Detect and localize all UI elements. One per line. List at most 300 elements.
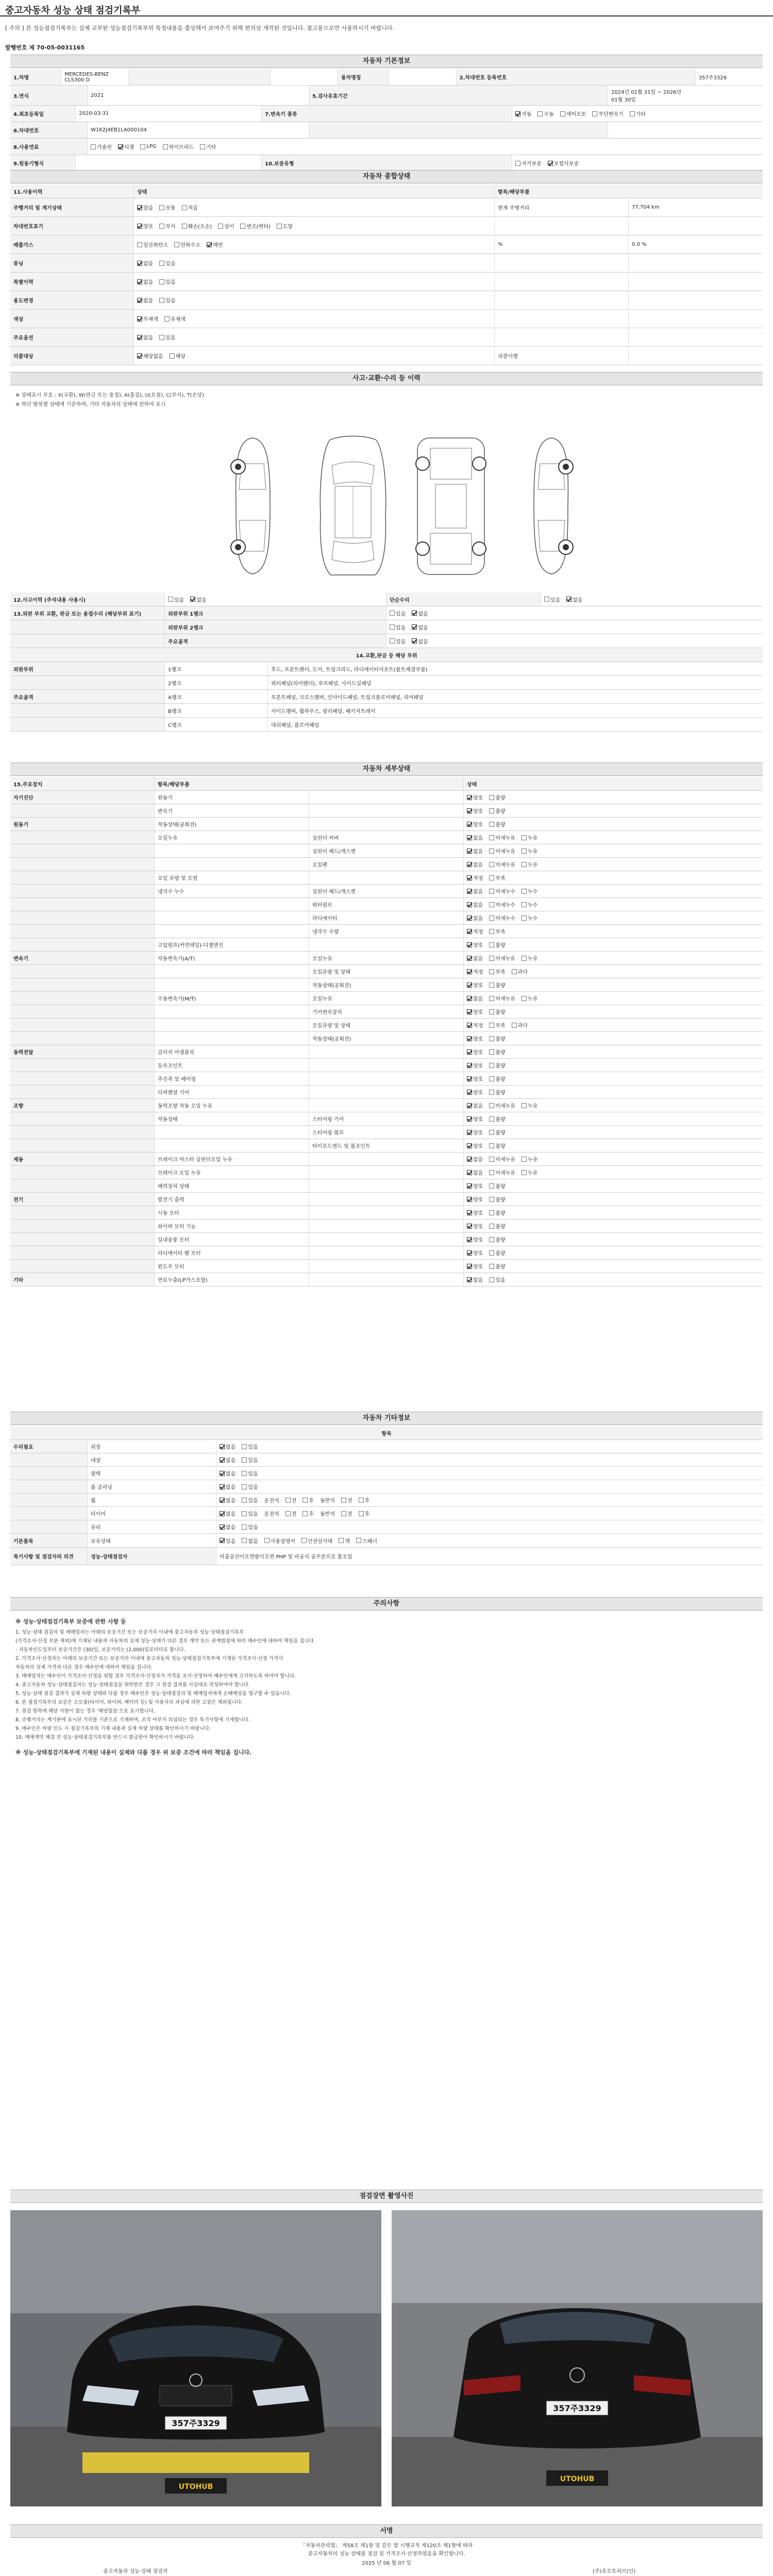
checkbox[interactable] bbox=[137, 205, 142, 210]
parts-rank: B랭크 bbox=[165, 704, 268, 717]
other-item-options bbox=[216, 1440, 763, 1453]
checkbox[interactable] bbox=[467, 956, 472, 961]
outer-rank-options bbox=[386, 634, 763, 648]
general-option-label: 유채색 bbox=[170, 317, 186, 323]
parts-group bbox=[10, 704, 165, 717]
checkbox[interactable] bbox=[489, 982, 494, 988]
checkbox[interactable] bbox=[242, 1498, 247, 1503]
parts-list: 대쉬패널, 플로어패널 bbox=[271, 722, 320, 728]
checkbox[interactable] bbox=[489, 929, 494, 934]
detail-row bbox=[10, 1099, 763, 1112]
checkbox[interactable] bbox=[467, 1009, 472, 1014]
checkbox[interactable] bbox=[467, 916, 472, 921]
checkbox[interactable] bbox=[467, 1130, 472, 1135]
detail-subitem-label bbox=[309, 1153, 464, 1165]
checkbox[interactable] bbox=[489, 1250, 494, 1256]
checkbox[interactable] bbox=[220, 1444, 225, 1449]
general-option bbox=[159, 259, 175, 267]
checkbox[interactable] bbox=[220, 1498, 225, 1503]
sign-line-1: 「자동차관리법」 제58조 제1항 및 같은 법 시행규칙 제120조 제1항에 따라 bbox=[300, 2543, 473, 2549]
other-option-label: 있음 bbox=[248, 1485, 258, 1490]
detail-item-options bbox=[464, 1112, 763, 1125]
general-row bbox=[10, 254, 763, 273]
detail-option-label: 미세누유 bbox=[495, 1104, 515, 1109]
checkbox[interactable] bbox=[467, 835, 472, 840]
detail-subitem-label: 오일누유 bbox=[309, 952, 464, 964]
detail-option-label: 없음 bbox=[473, 836, 483, 841]
general-option bbox=[159, 278, 175, 285]
detail-option-label: 불량 bbox=[495, 1264, 506, 1270]
detail-option-label: 부족 bbox=[495, 876, 506, 882]
checkbox[interactable] bbox=[489, 1224, 494, 1229]
detail-subitem-label: 오일팬 bbox=[309, 858, 464, 871]
general-row-label: 배출가스 bbox=[10, 235, 134, 253]
checkbox[interactable] bbox=[242, 1444, 247, 1449]
checkbox[interactable] bbox=[170, 353, 175, 359]
checkbox[interactable] bbox=[489, 808, 494, 814]
checkbox[interactable] bbox=[159, 224, 164, 229]
general-extra-value bbox=[629, 347, 763, 365]
checkbox[interactable] bbox=[277, 224, 282, 229]
checkbox[interactable] bbox=[489, 996, 494, 1001]
checkbox[interactable] bbox=[489, 942, 494, 947]
checkbox[interactable] bbox=[356, 1538, 361, 1543]
other-option-label: 없음 bbox=[226, 1458, 236, 1464]
simple-repair-option bbox=[544, 596, 560, 603]
checkbox[interactable] bbox=[285, 1498, 291, 1503]
detail-option-label: 누수 bbox=[527, 903, 538, 908]
checkbox[interactable] bbox=[137, 224, 142, 229]
checkbox[interactable] bbox=[137, 316, 142, 321]
checkbox[interactable] bbox=[220, 1538, 225, 1543]
checkbox[interactable] bbox=[467, 1076, 472, 1081]
checkbox[interactable] bbox=[190, 597, 195, 602]
detail-subitem-label bbox=[309, 1059, 464, 1072]
general-option bbox=[159, 222, 175, 230]
front-plate-text: 357주3329 bbox=[172, 2418, 220, 2428]
other-row bbox=[10, 1440, 763, 1453]
detail-option bbox=[489, 914, 515, 922]
general-extra-label bbox=[495, 273, 629, 291]
general-option bbox=[137, 278, 153, 285]
detail-row bbox=[10, 898, 763, 911]
detail-subitem-label bbox=[309, 791, 464, 804]
checkbox[interactable] bbox=[390, 624, 395, 630]
detail-group-label bbox=[10, 1086, 155, 1098]
basic-value bbox=[389, 69, 457, 85]
detail-option bbox=[467, 1249, 483, 1257]
checkbox[interactable] bbox=[390, 611, 395, 616]
checkbox[interactable] bbox=[489, 956, 494, 961]
detail-subitem-label bbox=[309, 1179, 464, 1192]
checkbox[interactable] bbox=[467, 849, 472, 854]
checkbox[interactable] bbox=[467, 929, 472, 934]
checkbox[interactable] bbox=[489, 889, 494, 894]
general-option bbox=[159, 333, 175, 341]
detail-option-label: 누유 bbox=[527, 1171, 538, 1176]
checkbox[interactable] bbox=[489, 795, 494, 800]
checkbox[interactable] bbox=[467, 808, 472, 814]
detail-item-label: 발전기 출력 bbox=[155, 1193, 309, 1206]
detail-option bbox=[489, 1128, 505, 1136]
checkbox[interactable] bbox=[489, 1049, 494, 1055]
detail-subitem-label bbox=[309, 1246, 464, 1259]
checkbox[interactable] bbox=[137, 298, 142, 303]
checkbox[interactable] bbox=[220, 1484, 225, 1489]
detail-item-options bbox=[464, 1153, 763, 1165]
checkbox[interactable] bbox=[467, 1264, 472, 1269]
detail-row bbox=[10, 1166, 763, 1179]
detail-item-label bbox=[155, 898, 309, 911]
checkbox[interactable] bbox=[163, 144, 168, 149]
checkbox[interactable] bbox=[159, 335, 164, 340]
side-option-label: 전 bbox=[347, 1498, 352, 1504]
detail-option bbox=[489, 1048, 505, 1056]
transmission-option bbox=[560, 110, 586, 117]
fuel-option bbox=[118, 143, 134, 150]
checkbox[interactable] bbox=[489, 1170, 494, 1175]
checkbox[interactable] bbox=[489, 1143, 494, 1148]
detail-subitem-label: 오일유량 및 상태 bbox=[309, 965, 464, 978]
checkbox[interactable] bbox=[467, 1157, 472, 1162]
checkbox[interactable] bbox=[137, 242, 142, 247]
checkbox[interactable] bbox=[522, 902, 527, 907]
checkbox[interactable] bbox=[522, 835, 527, 840]
checkbox[interactable] bbox=[467, 1143, 472, 1148]
detail-group-label bbox=[10, 871, 155, 884]
checkbox[interactable] bbox=[220, 1511, 225, 1516]
detail-subitem-label: 기어변속장치 bbox=[309, 1005, 464, 1018]
checkbox[interactable] bbox=[467, 1197, 472, 1202]
inspection-photo-rear bbox=[392, 2210, 763, 2506]
checkbox[interactable] bbox=[489, 1063, 494, 1068]
checkbox[interactable] bbox=[467, 1224, 472, 1229]
checkbox[interactable] bbox=[467, 795, 472, 800]
checkbox[interactable] bbox=[515, 111, 520, 116]
checkbox[interactable] bbox=[489, 1264, 494, 1269]
checkbox[interactable] bbox=[489, 916, 494, 921]
checkbox[interactable] bbox=[522, 996, 527, 1001]
detail-option-label: 누유 bbox=[527, 1157, 538, 1163]
checkbox[interactable] bbox=[630, 111, 635, 116]
checkbox[interactable] bbox=[467, 1036, 472, 1041]
basic-value: W1K2J4EB1LA000104 bbox=[88, 122, 309, 138]
checkbox[interactable] bbox=[489, 1076, 494, 1081]
checkbox[interactable] bbox=[242, 1484, 247, 1489]
detail-item-options bbox=[464, 1086, 763, 1098]
detail-option bbox=[489, 1222, 505, 1230]
checkbox[interactable] bbox=[489, 1009, 494, 1014]
checkbox[interactable] bbox=[489, 969, 494, 974]
general-option-label: 보통 bbox=[165, 206, 176, 211]
checkbox[interactable] bbox=[339, 1538, 344, 1543]
transmission-option bbox=[592, 110, 623, 117]
detail-option-label: 미세누수 bbox=[495, 916, 515, 922]
detail-option-label: 불량 bbox=[495, 1077, 506, 1082]
checkbox[interactable] bbox=[242, 1524, 247, 1530]
checkbox[interactable] bbox=[592, 111, 597, 116]
checkbox[interactable] bbox=[489, 1277, 494, 1282]
detail-option bbox=[489, 820, 505, 828]
detail-option-label: 불량 bbox=[495, 1184, 506, 1190]
checkbox[interactable] bbox=[242, 1511, 247, 1516]
detail-item-label bbox=[155, 1032, 309, 1045]
checkbox[interactable] bbox=[467, 1090, 472, 1095]
detail-option bbox=[489, 968, 505, 975]
fuel-option bbox=[91, 143, 112, 150]
notes-line: 6. 본 점검기록부의 보증은 소모품(타이어, 와이퍼, 배터리 등) 및 사용자의 과실에 의한 고장은 제외됩니다. bbox=[15, 1700, 243, 1705]
detail-item-options bbox=[464, 1045, 763, 1058]
checkbox[interactable] bbox=[137, 261, 142, 266]
checkbox[interactable] bbox=[489, 1157, 494, 1162]
basic-label: 2.차대번호 등록번호 bbox=[457, 69, 696, 85]
detail-subitem-label: 작동상태(공회전) bbox=[309, 1032, 464, 1045]
checkbox[interactable] bbox=[137, 335, 142, 340]
checkbox[interactable] bbox=[467, 982, 472, 988]
detail-group-label bbox=[10, 1139, 155, 1152]
general-option-label: 해당없음 bbox=[143, 354, 163, 360]
checkbox[interactable] bbox=[537, 111, 543, 116]
side-option-label: 후 bbox=[364, 1512, 370, 1517]
checkbox[interactable] bbox=[220, 1458, 225, 1463]
parts-group: 주요골격 bbox=[10, 690, 165, 703]
checkbox[interactable] bbox=[489, 1036, 494, 1041]
general-option-label: 탄화수소 bbox=[180, 243, 200, 248]
checkbox[interactable] bbox=[159, 205, 164, 210]
detail-group-label bbox=[10, 1246, 155, 1259]
outer-rank-option bbox=[390, 637, 406, 645]
notes-line: (가격조사·산정 부분 제외)에 기재된 내용과 자동차의 실제 성능·상태가 다른 경우 계약 또는 관계법령에 따라 매수인에 대하여 책임을 집니다. bbox=[15, 1638, 315, 1644]
detail-row bbox=[10, 1112, 763, 1126]
checkbox[interactable] bbox=[544, 597, 549, 602]
checkbox[interactable] bbox=[467, 969, 472, 974]
detail-option-label: 불량 bbox=[495, 1251, 506, 1257]
other-option bbox=[220, 1483, 236, 1490]
checkbox[interactable] bbox=[467, 902, 472, 907]
checkbox[interactable] bbox=[140, 144, 145, 149]
checkbox[interactable] bbox=[467, 1183, 472, 1189]
checkbox[interactable] bbox=[137, 353, 142, 359]
checkbox[interactable] bbox=[489, 1023, 494, 1028]
checkbox[interactable] bbox=[118, 144, 123, 149]
detail-item-options bbox=[464, 1206, 763, 1219]
section-basic-info-header: 자동차 기본정보 bbox=[10, 55, 763, 68]
basic-label bbox=[129, 69, 271, 85]
checkbox[interactable] bbox=[341, 1511, 346, 1516]
detail-option bbox=[467, 1195, 483, 1203]
checkbox[interactable] bbox=[467, 1116, 472, 1122]
checkbox[interactable] bbox=[566, 597, 572, 602]
checkbox[interactable] bbox=[412, 638, 417, 643]
detail-option bbox=[489, 1155, 515, 1163]
checkbox[interactable] bbox=[489, 835, 494, 840]
detail-option-label: 불량 bbox=[495, 1010, 506, 1015]
other-item-options bbox=[216, 1480, 763, 1493]
checkbox[interactable] bbox=[467, 1023, 472, 1028]
accessory-option-label: 없음 bbox=[248, 1538, 258, 1545]
general-row-options bbox=[134, 310, 495, 328]
checkbox[interactable] bbox=[522, 916, 527, 921]
detail-row bbox=[10, 1273, 763, 1286]
accident-options bbox=[165, 592, 386, 606]
checkbox[interactable] bbox=[220, 1471, 225, 1476]
basic-value: MERCEDES-BENZ CLS300 D bbox=[61, 69, 129, 85]
detail-option bbox=[467, 874, 483, 882]
side-option bbox=[285, 1510, 297, 1517]
checkbox[interactable] bbox=[515, 161, 520, 166]
detail-item-label: 배력장치 상태 bbox=[155, 1179, 309, 1192]
accessory-option bbox=[220, 1537, 236, 1545]
checkbox[interactable] bbox=[522, 1103, 527, 1108]
detail-option bbox=[489, 1168, 515, 1176]
checkbox[interactable] bbox=[489, 1103, 494, 1108]
detail-item-options bbox=[464, 831, 763, 844]
checkbox[interactable] bbox=[240, 224, 245, 229]
detail-group-label: 자기진단 bbox=[10, 791, 155, 804]
outer-rank-options bbox=[386, 606, 763, 620]
checkbox[interactable] bbox=[522, 889, 527, 894]
checkbox[interactable] bbox=[359, 1511, 364, 1516]
checkbox[interactable] bbox=[242, 1538, 247, 1543]
checkbox[interactable] bbox=[159, 261, 164, 266]
checkbox[interactable] bbox=[174, 242, 179, 247]
checkbox[interactable] bbox=[159, 279, 164, 284]
general-option-label: 상이 bbox=[224, 224, 234, 230]
checkbox[interactable] bbox=[467, 1049, 472, 1055]
checkbox[interactable] bbox=[303, 1511, 308, 1516]
detail-option bbox=[467, 968, 483, 975]
other-option bbox=[220, 1469, 236, 1477]
checkbox[interactable] bbox=[489, 1210, 494, 1215]
checkbox[interactable] bbox=[489, 1183, 494, 1189]
checkbox[interactable] bbox=[467, 889, 472, 894]
checkbox[interactable] bbox=[200, 144, 205, 149]
checkbox[interactable] bbox=[489, 1090, 494, 1095]
checkbox[interactable] bbox=[264, 1538, 270, 1543]
checkbox[interactable] bbox=[512, 1023, 517, 1028]
other-item-label: 휠 bbox=[88, 1494, 216, 1506]
checkbox[interactable] bbox=[159, 298, 164, 303]
checkbox[interactable] bbox=[522, 849, 527, 854]
detail-group-label bbox=[10, 1059, 155, 1072]
checkbox[interactable] bbox=[412, 624, 417, 630]
checkbox[interactable] bbox=[512, 969, 517, 974]
basic-label: 1.차명 bbox=[10, 69, 61, 85]
checkbox[interactable] bbox=[467, 1250, 472, 1256]
detail-option-label: 불량 bbox=[495, 1211, 506, 1216]
checkbox[interactable] bbox=[303, 1498, 308, 1503]
other-header-row bbox=[10, 1426, 763, 1440]
checkbox[interactable] bbox=[359, 1498, 364, 1503]
front-brand-text: UTOHUB bbox=[178, 2483, 213, 2491]
checkbox[interactable] bbox=[301, 1538, 307, 1543]
fuel-option bbox=[163, 143, 194, 150]
checkbox[interactable] bbox=[467, 996, 472, 1001]
checkbox[interactable] bbox=[168, 597, 173, 602]
checkbox[interactable] bbox=[182, 224, 187, 229]
checkbox[interactable] bbox=[164, 316, 170, 321]
general-option bbox=[164, 315, 186, 323]
checkbox[interactable] bbox=[522, 956, 527, 961]
checkbox[interactable] bbox=[242, 1458, 247, 1463]
detail-group-label bbox=[10, 938, 155, 951]
checkbox[interactable] bbox=[207, 242, 212, 247]
basic-label: 8.사용연료 bbox=[10, 139, 88, 155]
checkbox[interactable] bbox=[489, 1116, 494, 1122]
checkbox[interactable] bbox=[182, 205, 187, 210]
checkbox[interactable] bbox=[218, 224, 223, 229]
checkbox[interactable] bbox=[467, 1063, 472, 1068]
checkbox[interactable] bbox=[522, 862, 527, 867]
detail-option bbox=[522, 994, 537, 1002]
checkbox[interactable] bbox=[467, 875, 472, 880]
other-option-label: 있음 bbox=[248, 1525, 258, 1531]
detail-item-options bbox=[464, 1219, 763, 1232]
checkbox[interactable] bbox=[489, 822, 494, 827]
accident-row bbox=[10, 592, 763, 606]
detail-item-options bbox=[464, 1126, 763, 1139]
outer-rank-option-label: 없음 bbox=[418, 625, 428, 631]
checkbox[interactable] bbox=[91, 144, 96, 149]
transmission-option-label: 자동 bbox=[522, 112, 532, 117]
checkbox[interactable] bbox=[489, 1197, 494, 1202]
general-option-label: 부식 bbox=[165, 224, 176, 230]
fuel-option bbox=[200, 143, 216, 150]
checkbox[interactable] bbox=[489, 1237, 494, 1242]
checkbox[interactable] bbox=[390, 638, 395, 643]
checkbox[interactable] bbox=[467, 1237, 472, 1242]
checkbox[interactable] bbox=[489, 862, 494, 867]
checkbox[interactable] bbox=[489, 849, 494, 854]
opinion-price-label: 성능·상태점검자 bbox=[88, 1548, 216, 1565]
notes-line: - 자동차인도일부터 보증기간은 (30)일, 보증거리는 (2,000)킬로미터로 합니다. bbox=[15, 1647, 186, 1653]
general-state-table bbox=[10, 184, 763, 365]
checkbox[interactable] bbox=[467, 1103, 472, 1108]
checkbox[interactable] bbox=[489, 902, 494, 907]
detail-option bbox=[489, 994, 515, 1002]
detail-item-options bbox=[464, 1233, 763, 1246]
detail-parts-title: 14.교환,판금 등 해당 부위 bbox=[10, 648, 763, 662]
detail-option-label: 양호 bbox=[473, 1224, 483, 1230]
detail-group-label bbox=[10, 844, 155, 857]
transmission-options bbox=[512, 106, 763, 122]
checkbox[interactable] bbox=[560, 111, 565, 116]
checkbox[interactable] bbox=[522, 1157, 527, 1162]
checkbox[interactable] bbox=[467, 1210, 472, 1215]
checkbox[interactable] bbox=[242, 1471, 247, 1476]
checkbox[interactable] bbox=[285, 1511, 291, 1516]
checkbox[interactable] bbox=[467, 1170, 472, 1175]
general-header-row bbox=[10, 184, 763, 198]
checkbox[interactable] bbox=[467, 1277, 472, 1282]
detail-group-label: 원동기 bbox=[10, 818, 155, 831]
checkbox[interactable] bbox=[220, 1524, 225, 1530]
detail-option bbox=[467, 1115, 483, 1123]
checkbox[interactable] bbox=[548, 161, 553, 166]
checkbox[interactable] bbox=[467, 822, 472, 827]
other-item-options bbox=[216, 1494, 763, 1506]
detail-row bbox=[10, 925, 763, 938]
checkbox[interactable] bbox=[467, 862, 472, 867]
checkbox[interactable] bbox=[489, 1130, 494, 1135]
checkbox[interactable] bbox=[522, 1170, 527, 1175]
checkbox[interactable] bbox=[412, 611, 417, 616]
checkbox[interactable] bbox=[137, 279, 142, 284]
general-row-options bbox=[134, 235, 495, 253]
checkbox[interactable] bbox=[341, 1498, 346, 1503]
checkbox[interactable] bbox=[489, 875, 494, 880]
checkbox[interactable] bbox=[467, 942, 472, 947]
